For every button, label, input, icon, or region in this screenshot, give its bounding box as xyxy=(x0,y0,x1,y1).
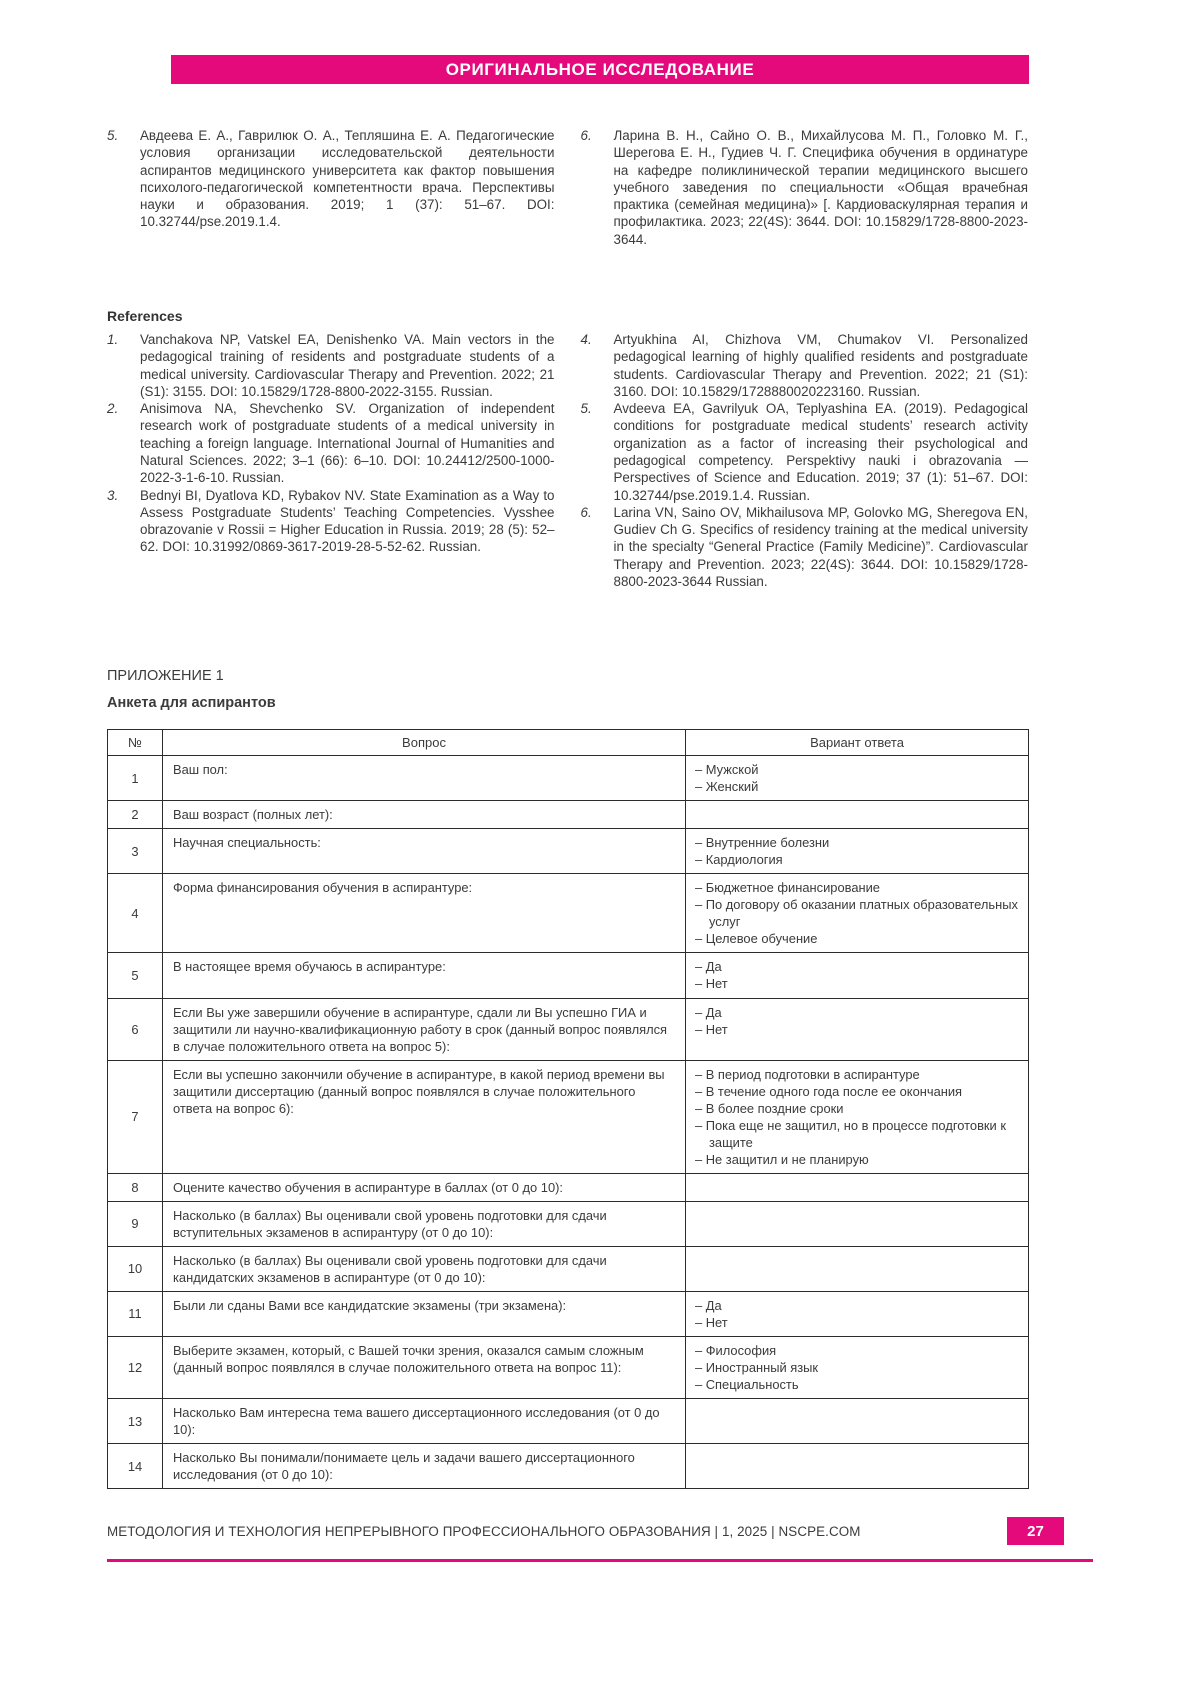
answer-option: – Философия xyxy=(695,1343,777,1358)
page-number-badge: 27 xyxy=(1007,1517,1064,1545)
reference-text: Vanchakova NP, Vatskel EA, Denishenko VA. Main vectors in the pedagogical training of residents and postgraduate students of a medical university. Cardiovascular Therapy and Prevention. 2022; 21 (S1): 3155. DOI: 10.15829/1728-8800-2022-3155. Russian. xyxy=(140,332,555,399)
question-cell: Ваш пол: xyxy=(163,756,686,801)
question-cell: Если вы успешно закончили обучение в аспирантуре, в какой период времени вы защитили диссертацию (данный вопрос появлялся в случае положительного ответа на вопрос 6): xyxy=(163,1060,686,1173)
footer-rule xyxy=(107,1559,1093,1562)
answer-option: – По договору об оказании платных образовательных услуг xyxy=(695,897,1018,930)
answer-option: – Специальность xyxy=(695,1377,799,1393)
row-number: 11 xyxy=(108,1291,163,1336)
questionnaire-table xyxy=(107,729,1029,1489)
table-row xyxy=(108,1246,1029,1291)
answers-cell xyxy=(686,1060,1029,1173)
reference-item xyxy=(581,127,1029,248)
references-heading: References xyxy=(107,307,183,324)
question-cell: В настоящее время обучаюсь в аспирантуре: xyxy=(163,953,686,998)
question-cell: Насколько Вы понимали/понимаете цель и задачи вашего диссертационного исследования (от 0 до 10): xyxy=(163,1444,686,1489)
reference-text: Авдеева Е. А., Гаврилюк О. А., Тепляшина Е. А. Педагогические условия организации исследовательской деятельности аспирантов медицинского университета как фактор повышения психолого-педагогической компетентности врача. Перспективы науки и образования. 2019; 1 (37): 51–67. DOI: 10.32744/pse.2019.1.4. xyxy=(140,128,555,230)
answer-option: – Пока еще не защитил, но в процессе подготовки к защите xyxy=(695,1117,1006,1150)
row-number: 7 xyxy=(108,1060,163,1173)
column-header-question: Вопрос xyxy=(163,730,686,756)
reference-number: 5. xyxy=(107,128,119,143)
reference-item xyxy=(581,504,1029,590)
reference-text: Bednyi BI, Dyatlova KD, Rybakov NV. State Examination as a Way to Assess Postgraduate Students’ Teaching Competencies. Vysshee obrazovanie v Rossii = Higher Education in Russia. 2019; 28 (5): 52–62. DOI: 10.31992/0869-3617-2019-28-5-52-62. Russian. xyxy=(140,487,555,555)
answer-option: – Бюджетное финансирование xyxy=(695,880,880,896)
table-row xyxy=(108,874,1029,953)
answers-cell xyxy=(686,1291,1029,1336)
reference-item xyxy=(581,400,1029,504)
answer-option: – Да xyxy=(695,1004,722,1020)
answer-option: – Целевое обучение xyxy=(695,931,818,947)
answer-option: – Нет xyxy=(695,976,728,992)
russian-references xyxy=(107,127,1028,248)
reference-number: 4. xyxy=(580,332,592,347)
appendix-subtitle: Анкета для аспирантов xyxy=(107,695,276,711)
answers-cell xyxy=(686,998,1029,1060)
answer-option: – Нет xyxy=(695,1314,728,1330)
answers-cell xyxy=(686,1337,1029,1399)
article-type-label: ОРИГИНАЛЬНОЕ ИССЛЕДОВАНИЕ xyxy=(445,59,755,79)
reference-item xyxy=(107,127,555,231)
answers-cell xyxy=(686,1246,1029,1291)
references-column-right xyxy=(581,331,1029,590)
table-row xyxy=(108,756,1029,801)
page-footer xyxy=(107,1517,1064,1545)
reference-number: 5. xyxy=(580,401,592,417)
answer-option: – Да xyxy=(695,959,722,975)
row-number: 8 xyxy=(108,1173,163,1201)
table-row xyxy=(108,1173,1029,1201)
answers-cell xyxy=(686,1399,1029,1444)
answer-option: – В более поздние сроки xyxy=(695,1100,844,1116)
reference-number: 6. xyxy=(580,128,592,143)
references-column-left xyxy=(107,127,555,248)
row-number: 2 xyxy=(108,801,163,829)
question-cell: Ваш возраст (полных лет): xyxy=(163,801,686,829)
answer-option: – Иностранный язык xyxy=(695,1360,819,1376)
reference-item xyxy=(107,400,555,486)
table-row xyxy=(108,1337,1029,1399)
table-row xyxy=(108,801,1029,829)
answers-cell xyxy=(686,953,1029,998)
question-cell: Были ли сданы Вами все кандидатские экзамены (три экзамена): xyxy=(163,1291,686,1336)
reference-text: Avdeeva EA, Gavrilyuk OA, Teplyashina EA. (2019). Pedagogical conditions for postgraduate medical students’ research activity organization as a factor of increasing their psychological and pedagogical competency. Perspektivy nauki i obrazovania — Perspectives of Science and Education. 2019; 37 (1): 51–67. DOI: 10.32744/pse.2019.1.4. Russian. xyxy=(613,401,1028,503)
appendix-title: ПРИЛОЖЕНИЕ 1 xyxy=(107,668,224,684)
question-cell: Насколько (в баллах) Вы оценивали свой уровень подготовки для сдачи вступительных экзаменов в аспирантуру (от 0 до 10): xyxy=(163,1201,686,1246)
row-number: 14 xyxy=(108,1444,163,1489)
question-cell: Насколько (в баллах) Вы оценивали свой уровень подготовки для сдачи кандидатских экзаменов в аспирантуре (от 0 до 10): xyxy=(163,1246,686,1291)
answers-cell xyxy=(686,1444,1029,1489)
table-row xyxy=(108,1201,1029,1246)
row-number: 6 xyxy=(108,998,163,1060)
reference-number: 3. xyxy=(107,487,119,503)
reference-item xyxy=(581,331,1029,400)
answers-cell xyxy=(686,756,1029,801)
question-cell: Форма финансирования обучения в аспирантуре: xyxy=(163,874,686,953)
reference-number: 1. xyxy=(107,332,119,347)
row-number: 13 xyxy=(108,1399,163,1444)
question-cell: Выберите экзамен, который, с Вашей точки зрения, оказался самым сложным (данный вопрос появлялся в случае положительного ответа на вопрос 11): xyxy=(163,1337,686,1399)
table-row xyxy=(108,998,1029,1060)
table-row xyxy=(108,1060,1029,1173)
article-type-banner xyxy=(171,55,1029,84)
reference-text: Ларина В. Н., Сайно О. В., Михайлусова М. П., Головко М. Г., Шерегова Е. Н., Гудиев Ч. Г. Специфика обучения в ординатуре на кафедре поликлинической терапии медицинского высшего учебного заведения по специальности «Общая врачебная практика (семейная медицина)» [. Кардиоваскулярная терапия и профилактика. 2023; 22(4S): 3644. DOI: 10.15829/1728-8800-2023-3644. xyxy=(613,128,1028,247)
row-number: 5 xyxy=(108,953,163,998)
reference-number: 2. xyxy=(107,401,119,417)
reference-text: Larina VN, Saino OV, Mikhailusova MP, Golovko MG, Sheregova EN, Gudiev Ch G. Specifics of residency training at the medical university in the specialty “General Practice (Family Medicine)”. Cardiovascular Therapy and Prevention. 2023; 22(4S): 3644. DOI: 10.15829/1728-8800-2023-3644 Russian. xyxy=(613,504,1028,589)
row-number: 10 xyxy=(108,1246,163,1291)
journal-footer-text: МЕТОДОЛОГИЯ И ТЕХНОЛОГИЯ НЕПРЕРЫВНОГО ПРОФЕССИОНАЛЬНОГО ОБРАЗОВАНИЯ | 1, 2025 | NSCPE.COM xyxy=(107,1523,861,1539)
row-number: 3 xyxy=(108,829,163,874)
answer-option: – Внутренние болезни xyxy=(695,835,830,851)
answer-option: – Нет xyxy=(695,1021,728,1037)
answer-option: – Кардиология xyxy=(695,852,783,868)
reference-text: Artyukhina AI, Chizhova VM, Chumakov VI. Personalized pedagogical learning of highly qualified residents and postgraduate students. Cardiovascular Therapy and Prevention. 2022; 21 (S1): 3160. DOI: 10.15829/1728880020223160. Russian. xyxy=(613,332,1028,399)
question-cell: Оцените качество обучения в аспирантуре в баллах (от 0 до 10): xyxy=(163,1173,686,1201)
references-column-right xyxy=(581,127,1029,248)
row-number: 12 xyxy=(108,1337,163,1399)
reference-item xyxy=(107,331,555,400)
reference-text: Anisimova NA, Shevchenko SV. Organization of independent research work of postgraduate students of a medical university in teaching a foreign language. International Journal of Humanities and Natural Sciences. 2022; 3–1 (66): 6–10. DOI: 10.24412/2500-1000-2022-3-1-6-10. Russian. xyxy=(140,401,555,486)
question-cell: Насколько Вам интересна тема вашего диссертационного исследования (от 0 до 10): xyxy=(163,1399,686,1444)
answers-cell xyxy=(686,801,1029,829)
reference-item xyxy=(107,487,555,556)
references-column-left xyxy=(107,331,555,590)
table-row xyxy=(108,829,1029,874)
answer-option: – В период подготовки в аспирантуре xyxy=(695,1066,920,1082)
english-references xyxy=(107,331,1028,590)
answer-option: – Мужской xyxy=(695,762,759,778)
answers-cell xyxy=(686,1173,1029,1201)
reference-number: 6. xyxy=(580,504,592,520)
answer-option: – Да xyxy=(695,1297,722,1313)
table-row xyxy=(108,953,1029,998)
table-row xyxy=(108,1444,1029,1489)
column-header-number: № xyxy=(108,730,163,756)
answers-cell xyxy=(686,874,1029,953)
column-header-answer: Вариант ответа xyxy=(686,730,1029,756)
row-number: 9 xyxy=(108,1201,163,1246)
answers-cell xyxy=(686,829,1029,874)
table-header-row xyxy=(108,730,1029,756)
question-cell: Если Вы уже завершили обучение в аспирантуре, сдали ли Вы успешно ГИА и защитили ли научно-квалификационную работу в срок (данный вопрос появлялся в случае положительного ответа на вопрос 5): xyxy=(163,998,686,1060)
table-row xyxy=(108,1291,1029,1336)
row-number: 1 xyxy=(108,756,163,801)
row-number: 4 xyxy=(108,874,163,953)
answer-option: – Женский xyxy=(695,779,759,795)
answers-cell xyxy=(686,1201,1029,1246)
answer-option: – В течение одного года после ее окончания xyxy=(695,1083,963,1099)
answer-option: – Не защитил и не планирую xyxy=(695,1151,869,1167)
table-row xyxy=(108,1399,1029,1444)
question-cell: Научная специальность: xyxy=(163,829,686,874)
